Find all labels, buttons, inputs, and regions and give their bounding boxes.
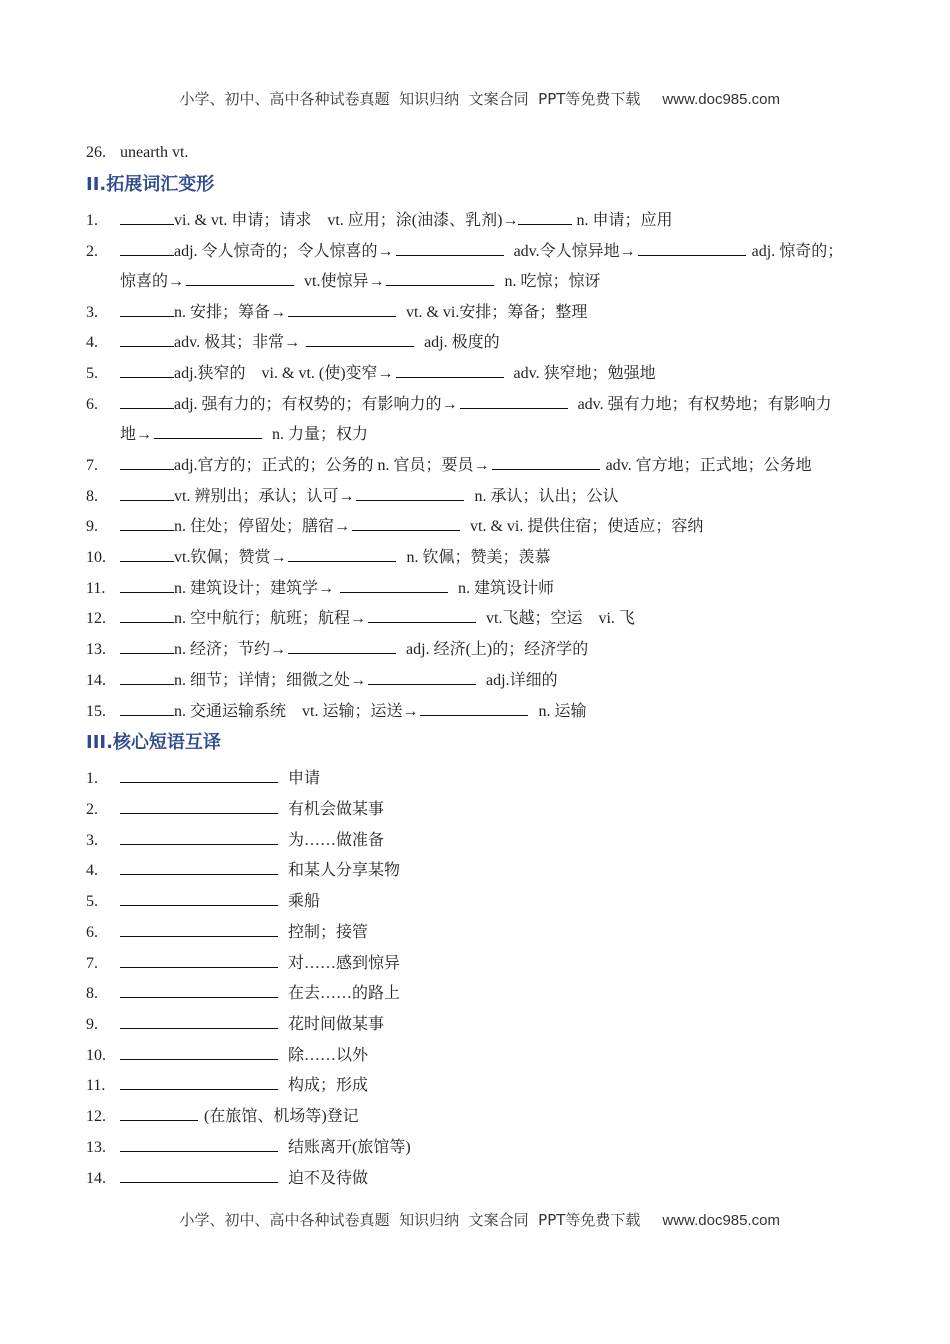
answer-blank[interactable] bbox=[120, 393, 174, 409]
item-text: 结账离开(旅馆等) bbox=[288, 1139, 411, 1156]
item-text: 迫不及待做 bbox=[288, 1170, 369, 1187]
item-text: n. 细节；详情；细微之处→ bbox=[174, 672, 367, 689]
answer-blank[interactable] bbox=[420, 700, 528, 716]
item-text: n. 建筑设计师 bbox=[454, 580, 555, 597]
phrase-item-11 bbox=[86, 1074, 368, 1096]
vocab-item-2-cont bbox=[120, 270, 600, 292]
answer-blank[interactable] bbox=[460, 393, 568, 409]
phrase-item-7 bbox=[86, 952, 400, 974]
item-text: vt. & vi. 提供住宿；使适应；容纳 bbox=[466, 518, 704, 535]
vocab-item-10 bbox=[86, 546, 550, 568]
phrase-item-9 bbox=[86, 1013, 384, 1035]
item-text: n. 建筑设计；建筑学→ bbox=[174, 580, 339, 597]
item-number: 13. bbox=[86, 1139, 106, 1156]
answer-blank[interactable] bbox=[386, 270, 494, 286]
answer-blank[interactable] bbox=[638, 240, 746, 256]
vocab-item-14 bbox=[86, 669, 558, 691]
answer-blank[interactable] bbox=[120, 700, 174, 716]
section-2-title: II.拓展词汇变形 bbox=[86, 174, 215, 195]
vocab-item-6 bbox=[86, 393, 832, 415]
vocab-item-15 bbox=[86, 700, 586, 722]
answer-blank[interactable] bbox=[120, 607, 174, 623]
vocab-item-2 bbox=[86, 240, 843, 262]
item-number: 2. bbox=[86, 801, 98, 818]
item-text: n. 运输 bbox=[534, 703, 587, 720]
phrase-item-4 bbox=[86, 859, 400, 881]
item-text: 控制；接管 bbox=[288, 924, 369, 941]
item-number: 7. bbox=[86, 457, 98, 474]
phrase-item-1 bbox=[86, 767, 320, 789]
vocab-item-6-cont bbox=[120, 423, 368, 445]
item-text: n. 钦佩；赞美；羡慕 bbox=[402, 549, 551, 566]
answer-blank[interactable] bbox=[288, 638, 396, 654]
phrase-item-5 bbox=[86, 890, 320, 912]
answer-blank[interactable] bbox=[120, 859, 278, 875]
answer-blank[interactable] bbox=[120, 240, 174, 256]
item-text: n. 经济；节约→ bbox=[174, 641, 287, 658]
phrase-item-12 bbox=[86, 1105, 359, 1127]
answer-blank[interactable] bbox=[120, 362, 174, 378]
answer-blank[interactable] bbox=[120, 1044, 278, 1060]
item-text: adj. 极度的 bbox=[420, 334, 500, 351]
answer-blank[interactable] bbox=[120, 515, 174, 531]
phrase-item-6 bbox=[86, 921, 368, 943]
list-item-26 bbox=[86, 143, 188, 163]
item-text: adj. 惊奇的； bbox=[751, 243, 844, 260]
answer-blank[interactable] bbox=[396, 362, 504, 378]
item-text: adv. 强有力地；有权势地；有影响力 bbox=[573, 396, 832, 413]
item-text: 花时间做某事 bbox=[288, 1016, 385, 1033]
item-number: 15. bbox=[86, 703, 106, 720]
item-number: 8. bbox=[86, 985, 98, 1002]
vocab-item-9 bbox=[86, 515, 703, 537]
answer-blank[interactable] bbox=[120, 209, 174, 225]
item-number: 11. bbox=[86, 580, 106, 597]
item-text: 地→ bbox=[120, 426, 153, 443]
item-text: vt.飞越；空运 vi. 飞 bbox=[482, 610, 635, 627]
item-text: vt. 辨别出；承认；认可→ bbox=[174, 488, 355, 505]
item-number: 12. bbox=[86, 610, 106, 627]
answer-blank[interactable] bbox=[120, 767, 278, 783]
item-text: adj. 令人惊奇的；令人惊喜的→ bbox=[174, 243, 394, 260]
answer-blank[interactable] bbox=[120, 669, 174, 685]
item-text: 对……感到惊异 bbox=[288, 955, 401, 972]
vocab-item-5 bbox=[86, 362, 656, 384]
item-text: vt.钦佩；赞赏→ bbox=[174, 549, 287, 566]
answer-blank[interactable] bbox=[120, 1136, 278, 1152]
page-footer bbox=[0, 1191, 950, 1230]
answer-blank[interactable] bbox=[120, 829, 278, 845]
item-text: unearth vt. bbox=[120, 144, 189, 161]
item-number: 14. bbox=[86, 1170, 106, 1187]
item-number: 3. bbox=[86, 304, 98, 321]
answer-blank[interactable] bbox=[186, 270, 294, 286]
answer-blank[interactable] bbox=[120, 921, 278, 937]
answer-blank[interactable] bbox=[120, 546, 174, 562]
item-text: n. 申请；应用 bbox=[572, 212, 673, 229]
answer-blank[interactable] bbox=[306, 331, 414, 347]
answer-blank[interactable] bbox=[120, 982, 278, 998]
item-text: n. 承认；认出；公认 bbox=[470, 488, 619, 505]
header-text: 小学、初中、高中各种试卷真题 知识归纳 文案合同 PPT等免费下载 bbox=[179, 90, 641, 108]
item-number: 1. bbox=[86, 770, 98, 787]
answer-blank[interactable] bbox=[120, 301, 174, 317]
answer-blank[interactable] bbox=[120, 1074, 278, 1090]
answer-blank[interactable] bbox=[120, 1105, 198, 1121]
item-text: n. 吃惊；惊讶 bbox=[500, 273, 601, 290]
answer-blank[interactable] bbox=[120, 485, 174, 501]
item-text: 有机会做某事 bbox=[288, 801, 385, 818]
item-number: 1. bbox=[86, 212, 98, 229]
item-text: adj. 经济(上)的；经济学的 bbox=[402, 641, 589, 658]
item-number: 14. bbox=[86, 672, 106, 689]
answer-blank[interactable] bbox=[120, 638, 174, 654]
phrase-item-13 bbox=[86, 1136, 411, 1158]
item-number: 5. bbox=[86, 365, 98, 382]
answer-blank[interactable] bbox=[288, 301, 396, 317]
item-text: vt. & vi.安排；筹备；整理 bbox=[402, 304, 588, 321]
item-number: 9. bbox=[86, 1016, 98, 1033]
item-number: 26. bbox=[86, 144, 106, 161]
vocab-item-1 bbox=[86, 209, 672, 231]
item-text: adj.详细的 bbox=[482, 672, 558, 689]
item-text: n. 安排；筹备→ bbox=[174, 304, 287, 321]
item-text: adj.官方的；正式的；公务的 n. 官员；要员→ bbox=[174, 457, 490, 474]
item-text: adj. 强有力的；有权势的；有影响力的→ bbox=[174, 396, 458, 413]
answer-blank[interactable] bbox=[120, 1013, 278, 1029]
answer-blank[interactable] bbox=[120, 952, 278, 968]
item-text: n. 住处；停留处；膳宿→ bbox=[174, 518, 351, 535]
item-number: 3. bbox=[86, 832, 98, 849]
answer-blank[interactable] bbox=[288, 546, 396, 562]
answer-blank[interactable] bbox=[120, 890, 278, 906]
section-3-title: III.核心短语互译 bbox=[86, 732, 221, 753]
page-header bbox=[0, 70, 950, 109]
item-number: 6. bbox=[86, 396, 98, 413]
answer-blank[interactable] bbox=[120, 577, 174, 593]
item-number: 11. bbox=[86, 1077, 106, 1094]
answer-blank[interactable] bbox=[154, 423, 262, 439]
header-url: www.doc985.com bbox=[662, 91, 780, 108]
answer-blank[interactable] bbox=[518, 209, 572, 225]
item-number: 9. bbox=[86, 518, 98, 535]
item-text: 除……以外 bbox=[288, 1047, 369, 1064]
item-text: (在旅馆、机场等)登记 bbox=[204, 1108, 359, 1125]
answer-blank[interactable] bbox=[120, 798, 278, 814]
phrase-item-8 bbox=[86, 982, 400, 1004]
answer-blank[interactable] bbox=[368, 607, 476, 623]
phrase-item-14 bbox=[86, 1167, 368, 1189]
item-text: 惊喜的→ bbox=[120, 273, 185, 290]
item-number: 7. bbox=[86, 955, 98, 972]
item-text: adv. 狭窄地；勉强地 bbox=[509, 365, 656, 382]
item-text: n. 交通运输系统 vt. 运输；运送→ bbox=[174, 703, 419, 720]
phrase-item-10 bbox=[86, 1044, 368, 1066]
phrase-item-3 bbox=[86, 829, 384, 851]
item-text: adv.令人惊异地→ bbox=[509, 243, 636, 260]
item-text: 申请 bbox=[288, 770, 321, 787]
item-text: 为……做准备 bbox=[288, 832, 385, 849]
item-text: vi. & vt. 申请；请求 vt. 应用；涂(油漆、乳剂)→ bbox=[174, 212, 519, 229]
vocab-item-4 bbox=[86, 331, 500, 353]
answer-blank[interactable] bbox=[340, 577, 448, 593]
item-number: 10. bbox=[86, 549, 106, 566]
item-number: 4. bbox=[86, 862, 98, 879]
item-text: adv. 极其；非常→ bbox=[174, 334, 305, 351]
item-number: 2. bbox=[86, 243, 98, 260]
answer-blank[interactable] bbox=[368, 669, 476, 685]
item-number: 8. bbox=[86, 488, 98, 505]
item-text: 在去……的路上 bbox=[288, 985, 401, 1002]
answer-blank[interactable] bbox=[352, 515, 460, 531]
item-number: 10. bbox=[86, 1047, 106, 1064]
item-text: n. 空中航行；航班；航程→ bbox=[174, 610, 367, 627]
vocab-item-3 bbox=[86, 301, 587, 323]
item-text: 乘船 bbox=[288, 893, 321, 910]
answer-blank[interactable] bbox=[356, 485, 464, 501]
phrase-item-2 bbox=[86, 798, 384, 820]
item-text: vt.使惊异→ bbox=[300, 273, 385, 290]
item-number: 5. bbox=[86, 893, 98, 910]
item-number: 6. bbox=[86, 924, 98, 941]
vocab-item-7 bbox=[86, 454, 812, 476]
item-text: adj.狭窄的 vi. & vt. (使)变窄→ bbox=[174, 365, 394, 382]
vocab-item-8 bbox=[86, 485, 618, 507]
answer-blank[interactable] bbox=[492, 454, 600, 470]
item-number: 13. bbox=[86, 641, 106, 658]
answer-blank[interactable] bbox=[120, 1167, 278, 1183]
item-text: adv. 官方地；正式地；公务地 bbox=[605, 457, 812, 474]
vocab-item-13 bbox=[86, 638, 588, 660]
footer-url: www.doc985.com bbox=[662, 1212, 780, 1229]
item-number: 12. bbox=[86, 1108, 106, 1125]
item-text: 构成；形成 bbox=[288, 1077, 369, 1094]
answer-blank[interactable] bbox=[120, 331, 174, 347]
answer-blank[interactable] bbox=[396, 240, 504, 256]
item-text: n. 力量；权力 bbox=[268, 426, 369, 443]
answer-blank[interactable] bbox=[120, 454, 174, 470]
vocab-item-12 bbox=[86, 607, 635, 629]
item-text: 和某人分享某物 bbox=[288, 862, 401, 879]
vocab-item-11 bbox=[86, 577, 554, 599]
footer-text: 小学、初中、高中各种试卷真题 知识归纳 文案合同 PPT等免费下载 bbox=[179, 1211, 641, 1229]
item-number: 4. bbox=[86, 334, 98, 351]
